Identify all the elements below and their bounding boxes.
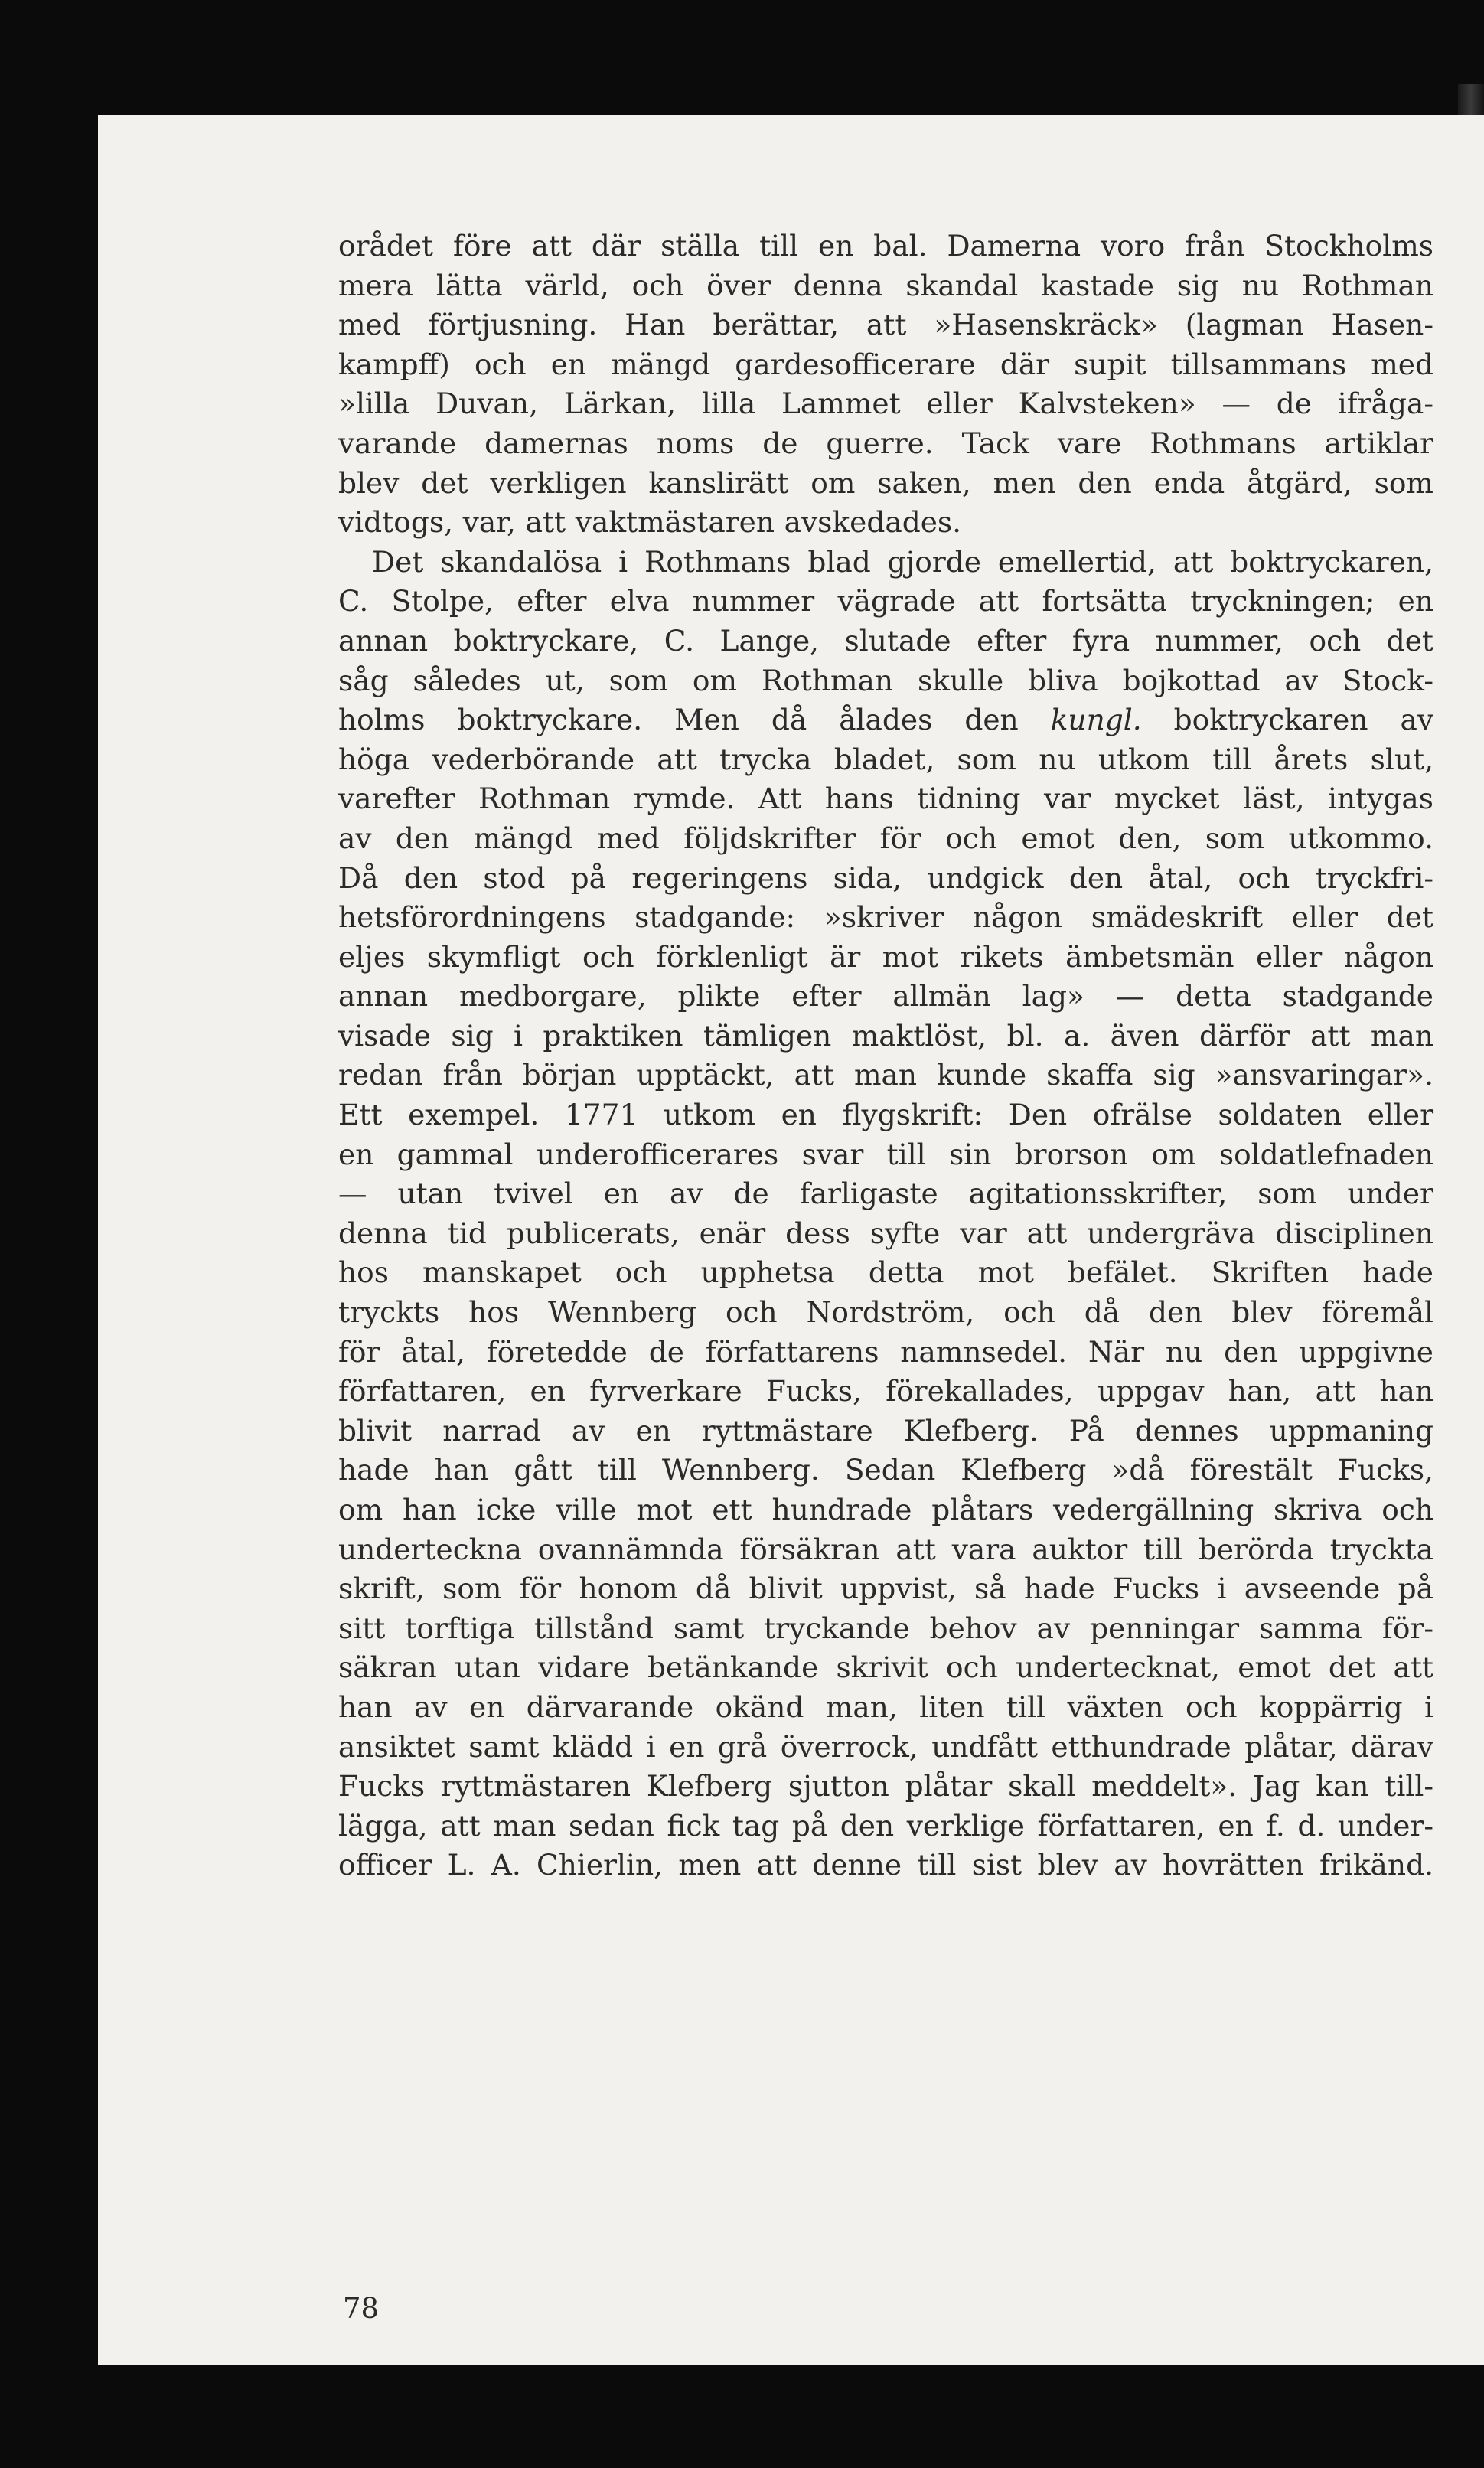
- text-line: hetsförordningens stadgande: »skriver någon smädeskrift eller det: [338, 900, 1433, 935]
- text-line: varefter Rothman rymde. Att hans tidning var mycket läst, intygas: [338, 782, 1433, 816]
- text-line: varande damernas noms de guerre. Tack vare Rothmans artiklar: [338, 426, 1433, 460]
- text-line: höga vederbörande att trycka bladet, som nu utkom till årets slut,: [338, 742, 1433, 776]
- text-line: officer L. A. Chierlin, men att denne till sist blev av hovrätten frikänd.: [338, 1848, 1433, 1882]
- text-line: med förtjusning. Han berättar, att »Hasenskräck» (lagman Hasen-: [338, 308, 1433, 342]
- text-line: visade sig i praktiken tämligen maktlöst, bl. a. även därför att man: [338, 1018, 1433, 1053]
- text-line: skrift, som för honom då blivit uppvist, så hade Fucks i avseende på: [338, 1572, 1433, 1606]
- text-line: av den mängd med följdskrifter för och emot den, som utkommo.: [338, 821, 1433, 855]
- text-line: Då den stod på regeringens sida, undgick den åtal, och tryckfri-: [338, 860, 1433, 895]
- text-line: underteckna ovannämnda försäkran att vara auktor till berörda tryckta: [338, 1532, 1433, 1566]
- text-segment: boktryckaren av: [1173, 703, 1434, 737]
- text-line: blev det verkligen kanslirätt om saken, men den enda åtgärd, som: [338, 465, 1433, 500]
- text-line: Fucks ryttmästaren Klefberg sjutton plåtar skall meddelt». Jag kan till-: [338, 1769, 1433, 1804]
- text-line: redan från början upptäckt, att man kunde skaffa sig »ansvaringar».: [338, 1058, 1433, 1092]
- text-line: ansiktet samt klädd i en grå överrock, undfått etthundrade plåtar, därav: [338, 1729, 1433, 1764]
- text-line: orådet före att där ställa till en bal. Damerna voro från Stockholms: [338, 229, 1433, 263]
- text-line: C. Stolpe, efter elva nummer vägrade att fortsätta tryckningen; en: [338, 584, 1433, 619]
- text-segment: holms boktryckare. Men då ålades den: [338, 703, 1019, 737]
- text-line: vidtogs, var, att vaktmästaren avskedades.: [338, 505, 962, 540]
- text-line: blivit narrad av en ryttmästare Klefberg. På dennes uppmaning: [338, 1413, 1433, 1448]
- page-number: 78: [343, 2292, 380, 2325]
- text-line: Ett exempel. 1771 utkom en flygskrift: Den ofrälse soldaten eller: [338, 1098, 1433, 1132]
- text-line: hade han gått till Wennberg. Sedan Klefberg »då förestält Fucks,: [338, 1453, 1433, 1487]
- text-line: hos manskapet och upphetsa detta mot befälet. Skriften hade: [338, 1255, 1433, 1290]
- text-line: annan medborgare, plikte efter allmän lag» — detta stadgande: [338, 979, 1433, 1014]
- text-line: han av en därvarande okänd man, liten till växten och koppärrig i: [338, 1689, 1433, 1724]
- text-line: mera lätta värld, och över denna skandal kastade sig nu Rothman: [338, 268, 1433, 302]
- text-line: säkran utan vidare betänkande skrivit och undertecknat, emot det att: [338, 1650, 1433, 1685]
- text-line: sitt torftiga tillstånd samt tryckande behov av penningar samma för-: [338, 1611, 1433, 1645]
- text-line: — utan tvivel en av de farligaste agitationsskrifter, som under: [338, 1177, 1433, 1211]
- text-line: »lilla Duvan, Lärkan, lilla Lammet eller Kalvsteken» — de ifråga-: [338, 387, 1433, 421]
- text-line: såg således ut, som om Rothman skulle bliva bojkottad av Stock-: [338, 663, 1433, 697]
- text-line: tryckts hos Wennberg och Nordström, och då den blev föremål: [338, 1295, 1433, 1330]
- text-line: lägga, att man sedan fick tag på den verklige författaren, en f. d. under-: [338, 1808, 1433, 1843]
- text-line: eljes skymfligt och förklenligt är mot rikets ämbetsmän eller någon: [338, 939, 1433, 974]
- text-line: Det skandalösa i Rothmans blad gjorde emellertid, att boktryckaren,: [372, 544, 1433, 579]
- text-line: annan boktryckare, C. Lange, slutade efter fyra nummer, och det: [338, 623, 1433, 658]
- text-line-with-italic: [338, 700, 1433, 740]
- text-line: kampff) och en mängd gardesofficerare där supit tillsammans med: [338, 347, 1433, 381]
- text-line: för åtal, företedde de författarens namnsedel. När nu den uppgivne: [338, 1334, 1433, 1369]
- body-text: [338, 227, 1433, 1885]
- italic-word: kungl.: [1050, 703, 1142, 737]
- text-line: författaren, en fyrverkare Fucks, förekallades, uppgav han, att han: [338, 1374, 1433, 1409]
- text-line: om han icke ville mot ett hundrade plåtars vedergällning skriva och: [338, 1493, 1433, 1526]
- text-line: denna tid publicerats, enär dess syfte var att undergräva disciplinen: [338, 1216, 1433, 1250]
- text-line: en gammal underofficerares svar till sin brorson om soldatlefnaden: [338, 1137, 1433, 1171]
